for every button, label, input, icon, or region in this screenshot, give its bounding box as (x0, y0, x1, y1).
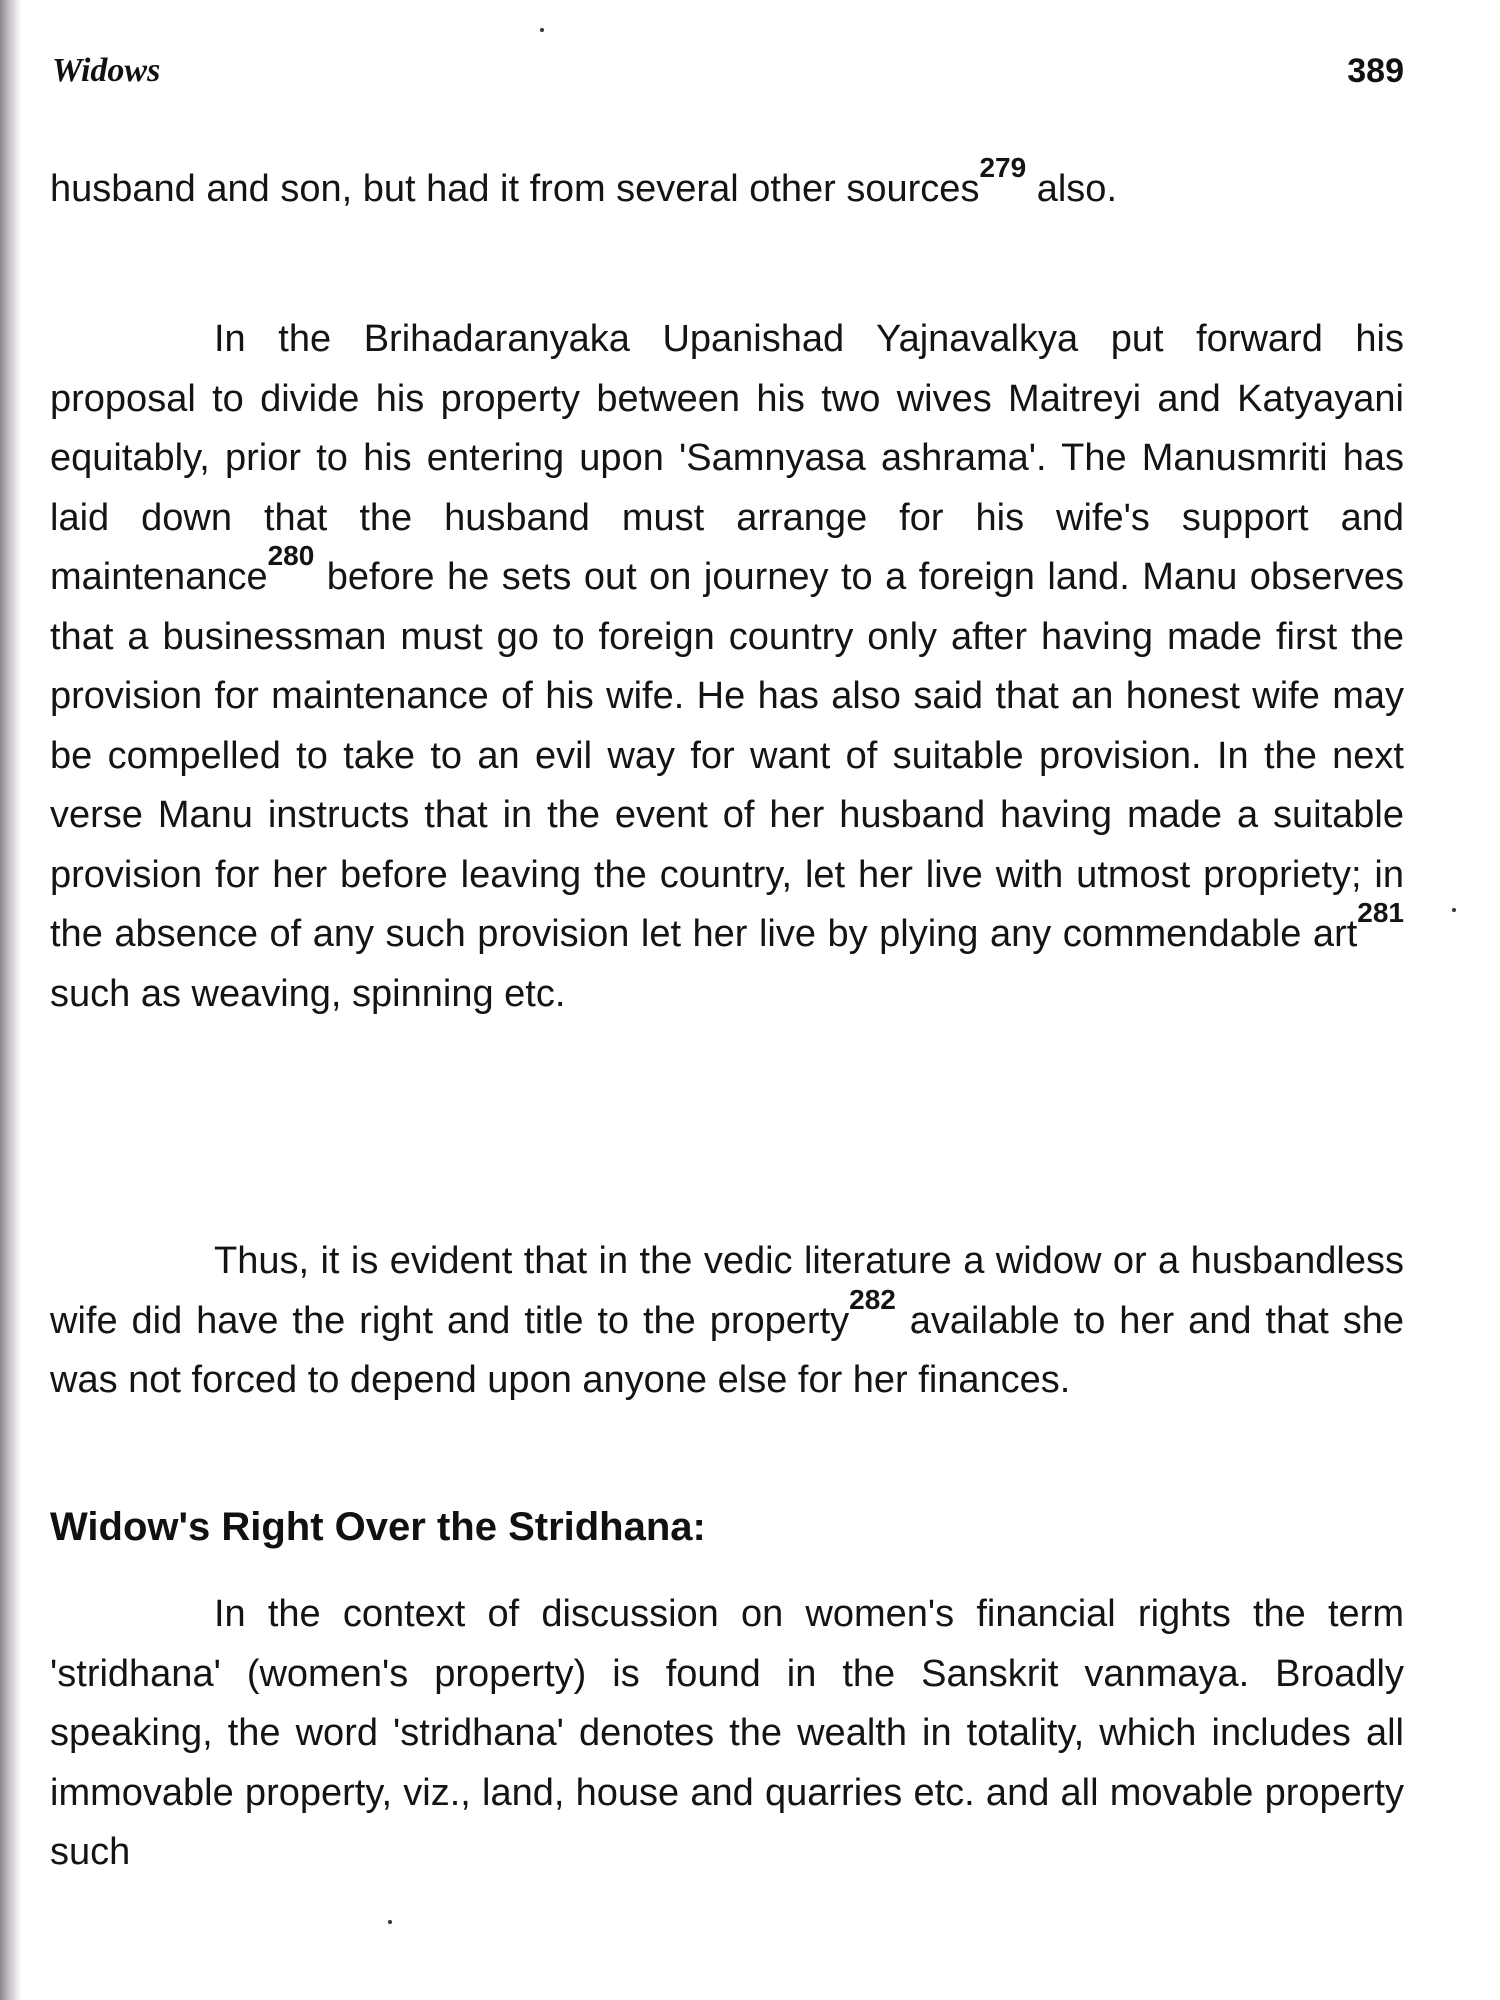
footnote-marker: 281 (1357, 897, 1404, 928)
scan-speck (1452, 908, 1456, 912)
page-number: 389 (1347, 52, 1404, 90)
paragraph-stridhana (50, 1585, 1404, 1883)
paragraph-text: In the Brihadaranyaka Upanishad Yajnavalkya put forward his proposal to divide his property between his two wives Maitreyi and Katyayani equitably, prior to his entering upon 'Samnyasa ashrama'. The Manusmriti has laid down that the husband must arrange for his wife's support and maintenance (50, 318, 1404, 598)
footnote-marker: 282 (849, 1283, 896, 1315)
paragraph-text: before he sets out on journey to a foreign land. Manu observes that a businessman must go to foreign country only after having made first the provision for maintenance of his wife. He has also said that an honest wife may be compelled to take to an evil way for want of suitable provision. In the next verse Manu instructs that in the event of her husband having made a suitable provision for her before leaving the country, let her live with utmost propriety; in the absence of any such provision let her live by plying any commendable art (50, 556, 1404, 955)
page-binding-edge (0, 0, 22, 2000)
scan-speck (540, 28, 544, 32)
paragraph-text: such as weaving, spinning etc. (50, 972, 566, 1015)
section-heading: Widow's Right Over the Stridhana: (50, 1505, 706, 1549)
footnote-marker: 279 (979, 152, 1027, 183)
paragraph-conclusion (50, 1232, 1404, 1411)
footnote-marker: 280 (267, 540, 315, 571)
running-head: Widows (52, 52, 161, 89)
paragraph-text: husband and son, but had it from several other sources (50, 168, 980, 210)
paragraph-continuation (50, 152, 1404, 220)
paragraph-text: Thus, it is evident that in the vedic literature a widow or a husbandless wife did have the right and title to the property (50, 1240, 1404, 1342)
scan-speck (388, 1920, 392, 1924)
paragraph-text: available to her and that she was not forced to depend upon anyone else for her finances. (50, 1299, 1404, 1401)
paragraph-yajnavalkya-manu (50, 310, 1404, 1024)
paragraph-text: In the context of discussion on women's financial rights the term 'stridhana' (women's property) is found in the Sanskrit vanmaya. Broadly speaking, the word 'stridhana' denotes the wealth in totality, which includes all immovable property, viz., land, house and quarries etc. and all movable property such (50, 1593, 1404, 1873)
paragraph-text: also. (1026, 168, 1117, 210)
